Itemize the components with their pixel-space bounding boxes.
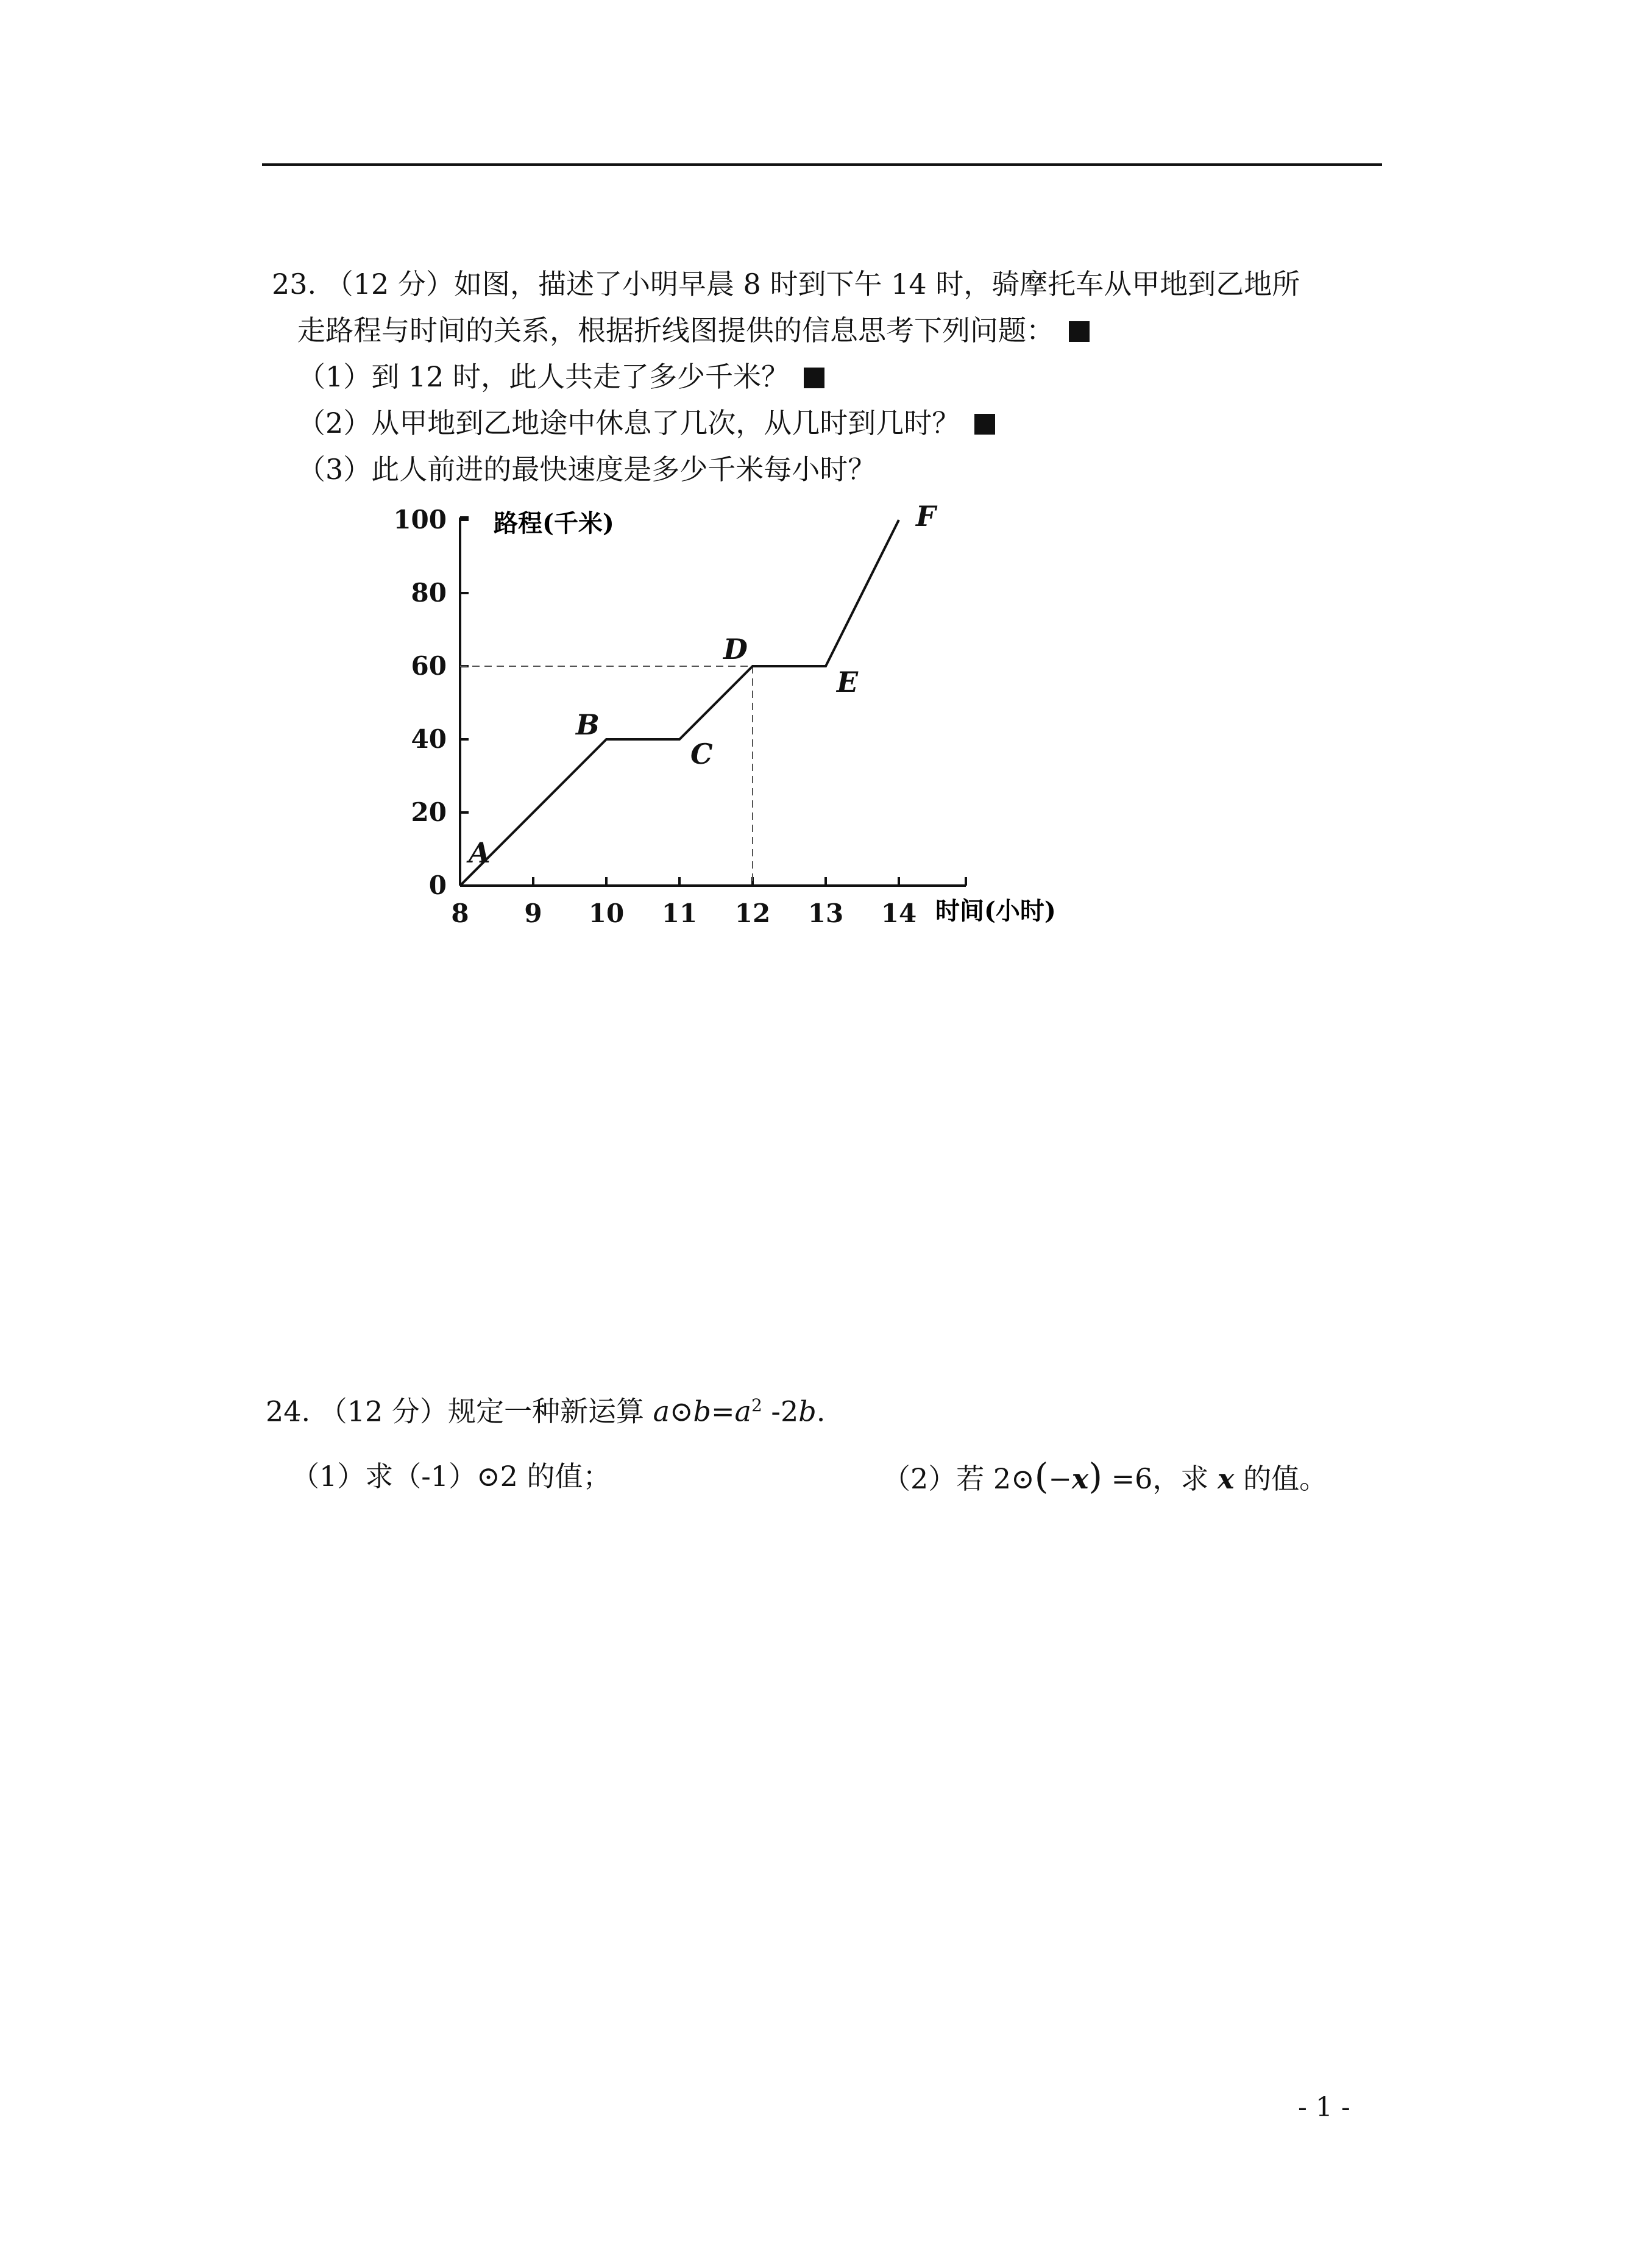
q24-formula-a2: a bbox=[734, 1395, 751, 1428]
y-tick-label-60: 60 bbox=[411, 651, 447, 681]
q24-formula-rest: -2 bbox=[762, 1395, 799, 1428]
q23-sub1 bbox=[297, 358, 824, 395]
y-tick-label-40: 40 bbox=[411, 724, 447, 754]
q24-sub2-x2: x bbox=[1218, 1462, 1235, 1495]
x-tick-label-8: 8 bbox=[451, 898, 469, 928]
q24-sub2-open: ( bbox=[1034, 1456, 1049, 1497]
x-axis-title bbox=[935, 897, 1056, 925]
x-tick-label-11: 11 bbox=[661, 898, 698, 928]
q24-sub2 bbox=[882, 1458, 1327, 1497]
square-marker-icon bbox=[974, 414, 995, 435]
y-tick-label-20: 20 bbox=[411, 797, 447, 827]
q24-formula-a: a bbox=[653, 1395, 670, 1428]
header-rule bbox=[262, 163, 1382, 166]
x-tick-label-10: 10 bbox=[588, 898, 625, 928]
y-tick-label-80: 80 bbox=[411, 578, 447, 608]
q23-sub2-text: （2）从甲地到乙地途中休息了几次，从几时到几时？ bbox=[297, 407, 960, 439]
q24-sub2-eq: =6，求 bbox=[1102, 1462, 1218, 1495]
q24-line1 bbox=[266, 1387, 825, 1429]
x-tick-label-9: 9 bbox=[524, 898, 542, 928]
y-axis-label: 路程(千米) bbox=[494, 509, 614, 538]
q23-line2 bbox=[297, 312, 1090, 349]
q23-stem-line1: 如图，描述了小明早晨 8 时到下午 14 时，骑摩托车从甲地到乙地所 bbox=[453, 268, 1300, 300]
q23-line1 bbox=[272, 266, 1300, 302]
x-tick-label-12: 12 bbox=[734, 898, 771, 928]
distance-time-chart bbox=[390, 500, 1109, 951]
point-label-E: E bbox=[837, 666, 859, 699]
x-tick-label-14: 14 bbox=[881, 898, 917, 928]
series-line bbox=[460, 520, 899, 886]
y-tick-label-0: 0 bbox=[428, 870, 447, 900]
q23-points: （12 分） bbox=[325, 268, 454, 300]
square-marker-icon bbox=[1069, 321, 1090, 342]
q24-number: 24. bbox=[266, 1395, 311, 1428]
point-label-B: B bbox=[576, 708, 600, 741]
q24-sub2-pre: （2）若 2⊙ bbox=[882, 1462, 1035, 1495]
q24-formula-eq: = bbox=[711, 1395, 735, 1428]
q24-points: （12 分） bbox=[319, 1395, 448, 1428]
x-axis-label: 时间(小时) bbox=[935, 897, 1056, 925]
page-number: - 1 - bbox=[1298, 2092, 1350, 2123]
q24-sub2-close: ) bbox=[1088, 1456, 1102, 1497]
q24-formula-op: ⊙ bbox=[670, 1395, 693, 1428]
point-label-C: C bbox=[690, 738, 713, 770]
q24-formula-sup: 2 bbox=[751, 1395, 762, 1415]
path-line bbox=[460, 520, 899, 886]
q24-formula-b2: b bbox=[798, 1395, 817, 1428]
q24-sub1: （1）求（-1）⊙2 的值； bbox=[291, 1460, 611, 1493]
q24-formula-end: . bbox=[816, 1395, 826, 1428]
dashed-guides bbox=[460, 666, 753, 886]
q23-stem-line2: 走路程与时间的关系，根据折线图提供的信息思考下列问题： bbox=[297, 314, 1054, 347]
point-label-A: A bbox=[469, 836, 491, 869]
point-label-D: D bbox=[723, 633, 748, 666]
point-label-F: F bbox=[916, 500, 936, 533]
q24-stem: 规定一种新运算 bbox=[447, 1395, 644, 1428]
q24-formula-b: b bbox=[693, 1395, 711, 1428]
q24-sub2-post: 的值。 bbox=[1234, 1462, 1328, 1495]
q23-number: 23. bbox=[272, 268, 317, 300]
q23-sub1-text: （1）到 12 时，此人共走了多少千米？ bbox=[297, 360, 790, 393]
q24-sub2-x: x bbox=[1071, 1462, 1089, 1495]
point-labels bbox=[466, 500, 938, 869]
axes bbox=[460, 517, 966, 886]
q23-sub2 bbox=[297, 405, 995, 441]
q23-sub3: （3）此人前进的最快速度是多少千米每小时？ bbox=[297, 453, 876, 486]
y-tick-label-100: 100 bbox=[393, 505, 447, 535]
x-tick-label-13: 13 bbox=[807, 898, 844, 928]
y-axis-title bbox=[494, 509, 614, 538]
square-marker-icon bbox=[804, 368, 824, 388]
q24-sub2-minus: − bbox=[1048, 1462, 1072, 1495]
